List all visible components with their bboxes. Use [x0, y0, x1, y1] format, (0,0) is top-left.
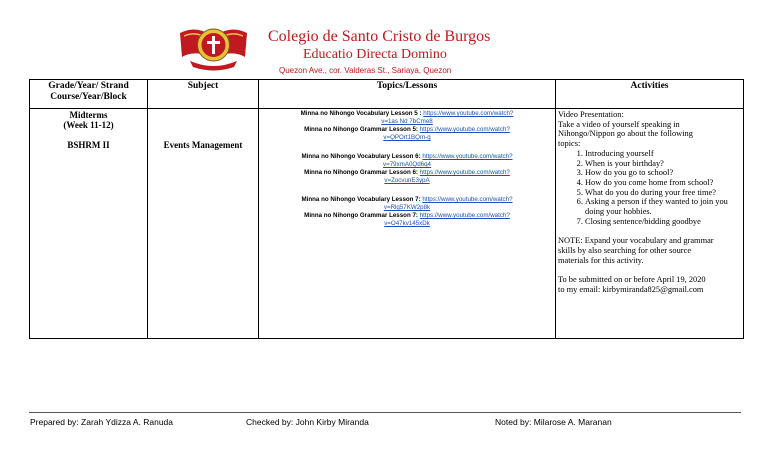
lesson-link-id[interactable]: v=ZocvunE3ypA: [384, 177, 430, 184]
lesson-link[interactable]: https://www.youtube.com/watch?: [419, 169, 510, 176]
lesson-link-id[interactable]: v=Rlg57KW2p8k: [383, 204, 431, 211]
document-header: [0, 0, 768, 80]
lesson-item: [261, 196, 553, 204]
topic-list: [558, 149, 741, 227]
list-item: 1. Introducing yourself: [585, 149, 741, 159]
lesson-group-5: [261, 110, 553, 142]
strand-label: BSHRM II: [67, 140, 110, 150]
due-email-line: to my email: kirbymiranda825@gmail.com: [558, 284, 704, 294]
lesson-title: Minna no Nihongo Grammar Lesson 5:: [304, 126, 418, 133]
list-item: 2. When is your birthday?: [585, 159, 741, 169]
lesson-item: [261, 110, 553, 118]
list-item: 3. How do you go to school?: [585, 168, 741, 178]
school-name: Colegio de Santo Cristo de Burgos: [268, 28, 491, 45]
table-header-row: [30, 80, 744, 109]
header-activities: Activities: [556, 80, 744, 109]
lesson-link-cont: [261, 177, 553, 185]
header-subject: Subject: [148, 80, 259, 109]
note-line: NOTE: Expand your vocabulary and grammar: [558, 236, 714, 246]
lesson-link-cont: [261, 220, 553, 228]
lesson-link-id[interactable]: v=O47kv145xDk: [384, 220, 430, 227]
lesson-title: Minna no Nihongo Grammar Lesson 7:: [304, 212, 418, 219]
note-line: skills by also searching for other source: [558, 245, 692, 255]
lesson-link-cont: [261, 204, 553, 212]
lesson-link[interactable]: https://www.youtube.com/watch?: [422, 196, 513, 203]
lesson-link-id[interactable]: v=1as Nd 7bCme8: [381, 118, 433, 125]
list-item: 5. What do you do during your free time?: [585, 188, 741, 198]
lesson-link-id[interactable]: v=QPOrt1BQm-g: [383, 134, 431, 141]
header-grade-line2: Course/Year/Block: [50, 92, 127, 102]
lesson-group-6: [261, 153, 553, 185]
header-grade-line1: Grade/Year/ Strand: [48, 81, 129, 91]
activity-line: Nihongo/Nippon go about the following: [558, 129, 693, 139]
subject-cell: [148, 109, 259, 339]
header-grade: [30, 80, 148, 109]
spacer: [558, 226, 741, 236]
checked-by: Checked by: John Kirby Miranda: [246, 417, 369, 427]
lesson-item: [261, 126, 553, 134]
activity-line: topics:: [558, 139, 581, 149]
lesson-link[interactable]: https://www.youtube.com/watch?: [422, 153, 513, 160]
lesson-link[interactable]: https://www.youtube.com/watch?: [419, 212, 510, 219]
note-line: materials for this activity.: [558, 255, 644, 265]
activity-line: Take a video of yourself speaking in: [558, 119, 680, 129]
grade-cell: [30, 109, 148, 339]
lesson-link-id[interactable]: v=79xmA0Qd6q4: [383, 161, 431, 168]
school-seal-logo: [176, 21, 251, 71]
due-line: To be submitted on or before April 19, 2020: [558, 274, 706, 284]
lesson-link[interactable]: https://www.youtube.com/watch?: [423, 110, 514, 117]
activities-cell: [556, 109, 744, 339]
lesson-plan-table: [29, 79, 744, 339]
lesson-link-cont: [261, 134, 553, 142]
week-label: (Week 11-12): [63, 120, 114, 130]
list-item: 6. Asking a person if they wanted to join you doing your hobbies.: [585, 197, 741, 216]
spacer: [558, 265, 741, 275]
activity-title: Video Presentation:: [558, 110, 624, 119]
list-item: 4. How do you come home from school?: [585, 178, 741, 188]
lesson-group-7: [261, 196, 553, 228]
subject-label: Events Management: [163, 140, 243, 150]
lesson-item: [261, 153, 553, 161]
lesson-link-cont: [261, 118, 553, 126]
lesson-item: [261, 212, 553, 220]
table-row: [30, 109, 744, 339]
lesson-link[interactable]: https://www.youtube.com/watch?: [419, 126, 510, 133]
lesson-title: Minna no Nihongo Vocabulary Lesson 7:: [301, 196, 421, 203]
footer-divider: [29, 412, 741, 413]
lesson-item: [261, 169, 553, 177]
topics-cell: [259, 109, 556, 339]
prepared-by: Prepared by: Zarah Ydizza A. Ranuda: [30, 417, 174, 427]
lesson-title: Minna no Nihongo Vocabulary Lesson 5 :: [300, 110, 422, 117]
school-address: Quezon Ave., cor. Valderas St., Sariaya, Quezon: [279, 66, 452, 75]
lesson-title: Minna no Nihongo Vocabulary Lesson 6:: [301, 153, 421, 160]
school-motto: Educatio Directa Domino: [303, 47, 447, 62]
lesson-title: Minna no Nihongo Grammar Lesson 6:: [304, 169, 418, 176]
noted-by: Noted by: Milarose A. Maranan: [495, 417, 612, 427]
lesson-link-cont: [261, 161, 553, 169]
list-item: 7. Closing sentence/bidding goodbye: [585, 217, 741, 227]
header-topics: Topics/Lessons: [259, 80, 556, 109]
term-label: Midterms: [69, 110, 108, 120]
